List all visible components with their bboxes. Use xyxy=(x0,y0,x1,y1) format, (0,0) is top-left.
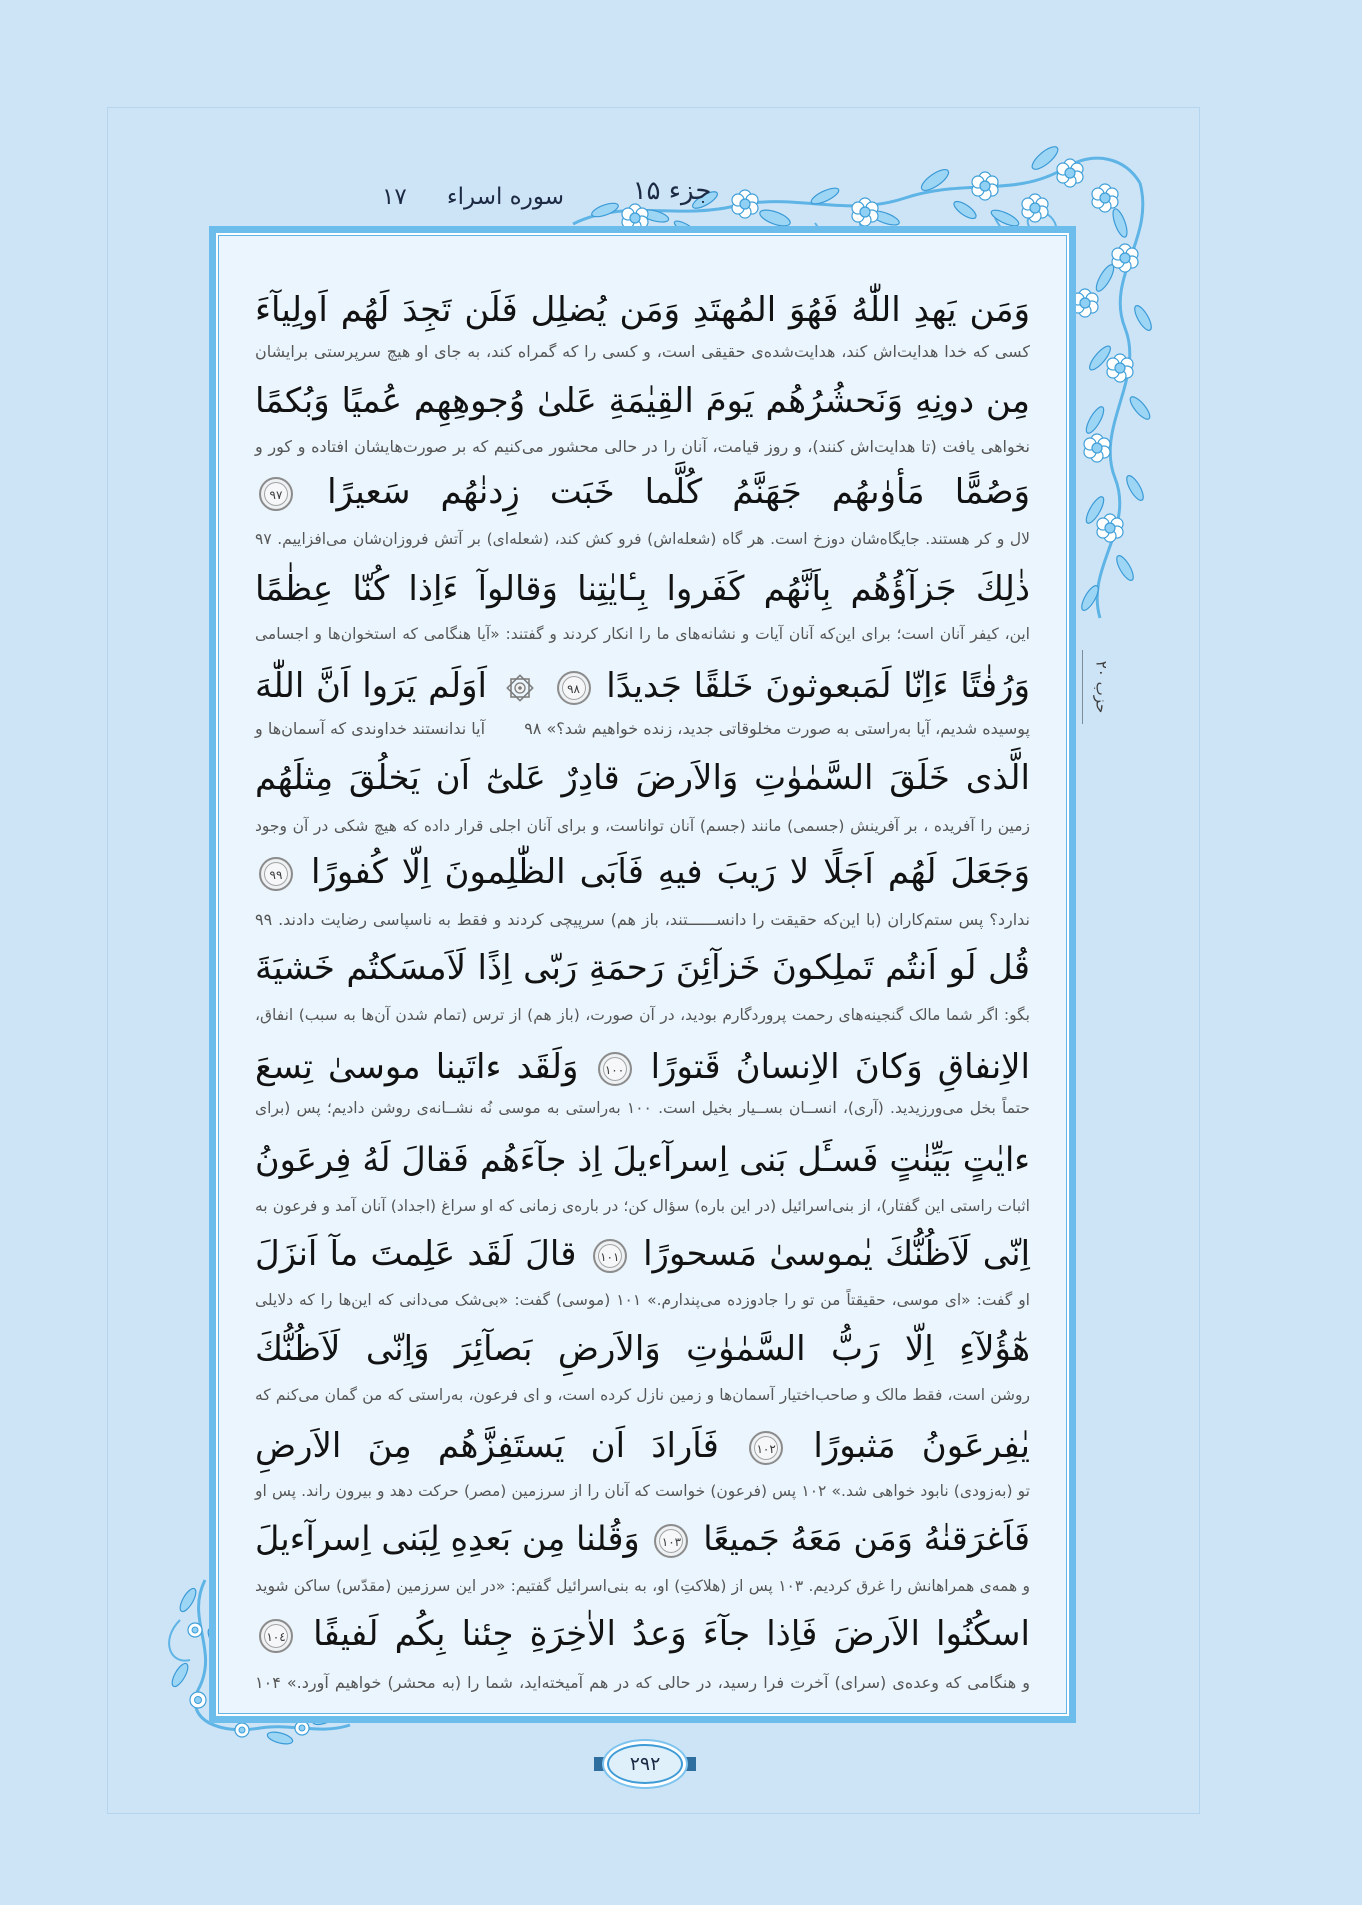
arabic-text: وَرُفٰتًا ءَاِنّا لَمَبعوثونَ خَلقًا جَديدًا xyxy=(606,666,1031,706)
surah-number: ۱۷ xyxy=(382,184,407,210)
arabic-text: الَّذى خَلَقَ السَّمٰوٰتِ وَالاَرضَ قادِرٌ عَلىٰٓ اَن يَخلُقَ مِثلَهُم xyxy=(255,758,1030,798)
arabic-text: مِن دونِهِ وَنَحشُرُهُم يَومَ القِيٰمَةِ عَلىٰ وُجوهِهِم عُميًا وَبُكمًا xyxy=(255,381,1030,421)
translation-line xyxy=(255,909,1030,931)
translation-line xyxy=(255,1384,1030,1406)
ayah-number-medallion: ٩٨ xyxy=(557,671,591,705)
arabic-text: الاِنفاقِ وَكانَ الاِنسانُ قَتورًا xyxy=(650,1047,1031,1087)
translation-text: لال و کر هستند. جایگاه‌شان دوزخ است. هر گاه (شعله‌اش) فرو کش کند، (شعله‌ای) بر آتش فروزان‌شان می‌افزاییم. ۹۷ xyxy=(255,530,1030,548)
ayah-number-medallion: ١٠٠ xyxy=(598,1052,632,1086)
arabic-text: وَمَن يَهدِ اللّٰهُ فَهُوَ المُهتَدِ وَمَن يُضلِل فَلَن تَجِدَ لَهُم اَولِيآءَ xyxy=(255,290,1030,330)
page-number: ۲۹۲ xyxy=(607,1744,683,1784)
verse-line xyxy=(255,1135,1030,1185)
translation-text: ندارد؟ پس ستم‌کاران (با این‌که حقیقت را دانســــــتند، باز هم) سرپیچی کردند و فقط به ناسپاسی رضایت دادند. ۹۹ xyxy=(255,910,1030,929)
verse-line xyxy=(255,1042,1030,1092)
rub-el-hizb-icon xyxy=(503,671,537,705)
translation-text: او گفت: «ای موسی، حقیقتاً من تو را جادوزده می‌پندارم.» ۱۰۱ (موسی) گفت: «بی‌شک می‌دانی که این‌ها را که دلایلی xyxy=(255,1291,1030,1309)
verse-line xyxy=(255,661,1030,711)
verse-line xyxy=(255,285,1030,335)
verse-line xyxy=(255,1514,1030,1564)
translation-text: نخواهی یافت (تا هدایت‌اش کنند)، و روز قیامت، آنان را در حالی محشور می‌کنیم که بر صورت‌هایشان افتاده و کور و xyxy=(255,437,1030,456)
translation-text: کسی که خدا هدایت‌اش کند، هدایت‌شده‌ی حقیقی است، و کسی را که گمراه کند، به جای او هیچ سرپرستی برایشان xyxy=(255,342,1030,361)
arabic-text: قُل لَو اَنتُم تَملِكونَ خَزآئِنَ رَحمَةِ رَبّى اِذًا لَاَمسَكتُم خَشيَةَ xyxy=(255,948,1030,988)
verse-line xyxy=(255,753,1030,803)
arabic-text: فَاَرادَ اَن يَستَفِزَّهُم مِنَ الاَرضِ xyxy=(255,1426,719,1466)
ayah-number-medallion: ١٠١ xyxy=(593,1239,627,1273)
translation-text: و همه‌ی همراهانش را غرق کردیم. ۱۰۳ پس از (هلاکتِ) او، به بنی‌اسرائیل گفتیم: «در این سرزمین (مقدّس) ساکن شوید xyxy=(255,1577,1030,1595)
verse-line xyxy=(255,564,1030,614)
translation-line xyxy=(255,1004,1030,1026)
translation-text: زمین را آفریده ، بر آفرینش (جسمی) مانند (جسم) آنان تواناست، و برای آنان اجلی قرار داده که هیچ شکی در آن وجود xyxy=(255,817,1030,835)
verse-line xyxy=(255,1324,1030,1374)
translation-text: این، کیفر آنان است؛ برای این‌که آنان آیات و نشانه‌های ما را انکار کردند و گفتند: «آیا هنگامی که استخوان‌ها و اجسامی xyxy=(255,625,1030,643)
surah-title xyxy=(382,182,564,212)
ayah-number-medallion: ١٠٤ xyxy=(259,1619,293,1653)
hizb-label: حزب ۲۰ xyxy=(1092,660,1111,714)
translation-text: بگو: اگر شما مالک گنجینه‌های رحمت پروردگارم بودید، در آن صورت، (باز هم) از ترس (تمام شدن آن‌ها به سبب) انفاق، xyxy=(255,1006,1030,1024)
translation-line xyxy=(255,1289,1030,1311)
translation-text: اثبات راستی این گفتار)، از بنی‌اسرائیل (در این باره) سؤال کن؛ در باره‌ی زمانی که او سراغ (اجداد) آنان آمد و فرعون به xyxy=(255,1197,1030,1215)
ayah-number-medallion: ٩٩ xyxy=(259,857,293,891)
verse-line xyxy=(255,1421,1030,1471)
verse-line xyxy=(255,1229,1030,1279)
verse-line xyxy=(255,1609,1030,1659)
translation-text: پوسیده شدیم، آیا به‌راستی به صورت مخلوقاتی جدید، زنده خواهیم شد؟» ۹۸ xyxy=(524,719,1030,738)
surah-name: سوره اسراء xyxy=(446,184,564,210)
arabic-text: وَصُمًّا مَأوٰىهُم جَهَنَّمُ كُلَّما خَبَت زِدنٰهُم سَعيرًا xyxy=(327,472,1031,512)
arabic-text: اِنّى لَاَظُنُّكَ يٰموسىٰ مَسحورًا xyxy=(643,1234,1031,1274)
translation-line xyxy=(255,815,1030,837)
translation-line xyxy=(255,436,1030,458)
translation-line xyxy=(255,1097,1030,1119)
hizb-marker xyxy=(1082,650,1119,724)
arabic-text: وَقُلنا مِن بَعدِهِ لِبَنى اِسرآءيلَ xyxy=(255,1519,640,1558)
translation-text: و هنگامی که وعده‌ی (سرای) آخرت فرا رسید، در حالی که در هم آمیخته‌اید، شما را (به محشر) خواهیم آورد.» ۱۰۴ xyxy=(255,1673,1030,1692)
translation-line xyxy=(255,528,1030,550)
translation-line xyxy=(255,1672,1030,1694)
translation-line xyxy=(255,718,1030,740)
arabic-text: قالَ لَقَد عَلِمتَ مآ اَنزَلَ xyxy=(255,1234,577,1274)
arabic-text: يٰفِرعَونُ مَثبورًا xyxy=(813,1426,1030,1466)
translation-line xyxy=(255,1480,1030,1502)
translation-line xyxy=(255,1195,1030,1217)
translation-line xyxy=(255,1575,1030,1597)
translation-text: تو (به‌زودی) نابود خواهی شد.» ۱۰۲ پس (فرعون) خواست که آنان را از سرزمین (مصر) حرکت دهد و بیرون راند. پس او xyxy=(255,1482,1030,1500)
translation-text: حتماً بخل می‌ورزیدید. (آری)، انســان بســیار بخیل است. ۱۰۰ به‌راستی به موسی نُه نشــانه‌ی روشن دادیم؛ پس (برای xyxy=(255,1099,1030,1117)
arabic-text: فَاَغرَقنٰهُ وَمَن مَعَهُ جَميعًا xyxy=(703,1519,1030,1558)
arabic-text: وَجَعَلَ لَهُم اَجَلًا لا رَيبَ فيهِ فَاَبَى الظّٰلِمونَ اِلّا كُفورًا xyxy=(310,852,1031,892)
verse-line xyxy=(255,467,1030,517)
verse-line xyxy=(255,847,1030,897)
juz-title: جزء ۱۵ xyxy=(632,176,712,206)
translation-line xyxy=(255,341,1030,363)
ayah-number-medallion: ١٠٢ xyxy=(749,1431,783,1465)
arabic-text: ءايٰتٍ بَيِّنٰتٍ فَسـَٔل بَنى اِسرآءيلَ اِذ جآءَهُم فَقالَ لَهُ فِرعَونُ xyxy=(255,1140,1030,1179)
translation-text: آیا ندانستند خداوندی که آسمان‌ها و xyxy=(255,719,486,738)
arabic-text: وَلَقَد ءاتَينا موسىٰ تِسعَ xyxy=(255,1047,579,1087)
arabic-text: اَوَلَم يَرَوا اَنَّ اللّٰهَ xyxy=(255,666,487,706)
translation-line xyxy=(255,623,1030,645)
arabic-text: اسكُنُوا الاَرضَ فَاِذا جآءَ وَعدُ الاٰخِرَةِ جِئنا بِكُم لَفيفًا xyxy=(313,1614,1030,1654)
ayah-number-medallion: ٩٧ xyxy=(259,477,293,511)
verse-line xyxy=(255,943,1030,993)
arabic-text: هٰٓؤُلآءِ اِلّا رَبُّ السَّمٰوٰتِ وَالاَرضِ بَصآئِرَ وَاِنّى لَاَظُنُّكَ xyxy=(255,1329,1030,1369)
ayah-number-medallion: ١٠٣ xyxy=(654,1524,688,1558)
arabic-text: ذٰلِكَ جَزآؤُهُم بِاَنَّهُم كَفَروا بِـٔايٰتِنا وَقالوآ ءَاِذا كُنّا عِظٰمًا xyxy=(255,569,1030,609)
translation-text: روشن است، فقط مالک و صاحب‌اختیار آسمان‌ها و زمین نازل کرده است، و ای فرعون، به‌راستی که من گمان می‌کنم که xyxy=(255,1386,1030,1404)
verse-line xyxy=(255,376,1030,426)
